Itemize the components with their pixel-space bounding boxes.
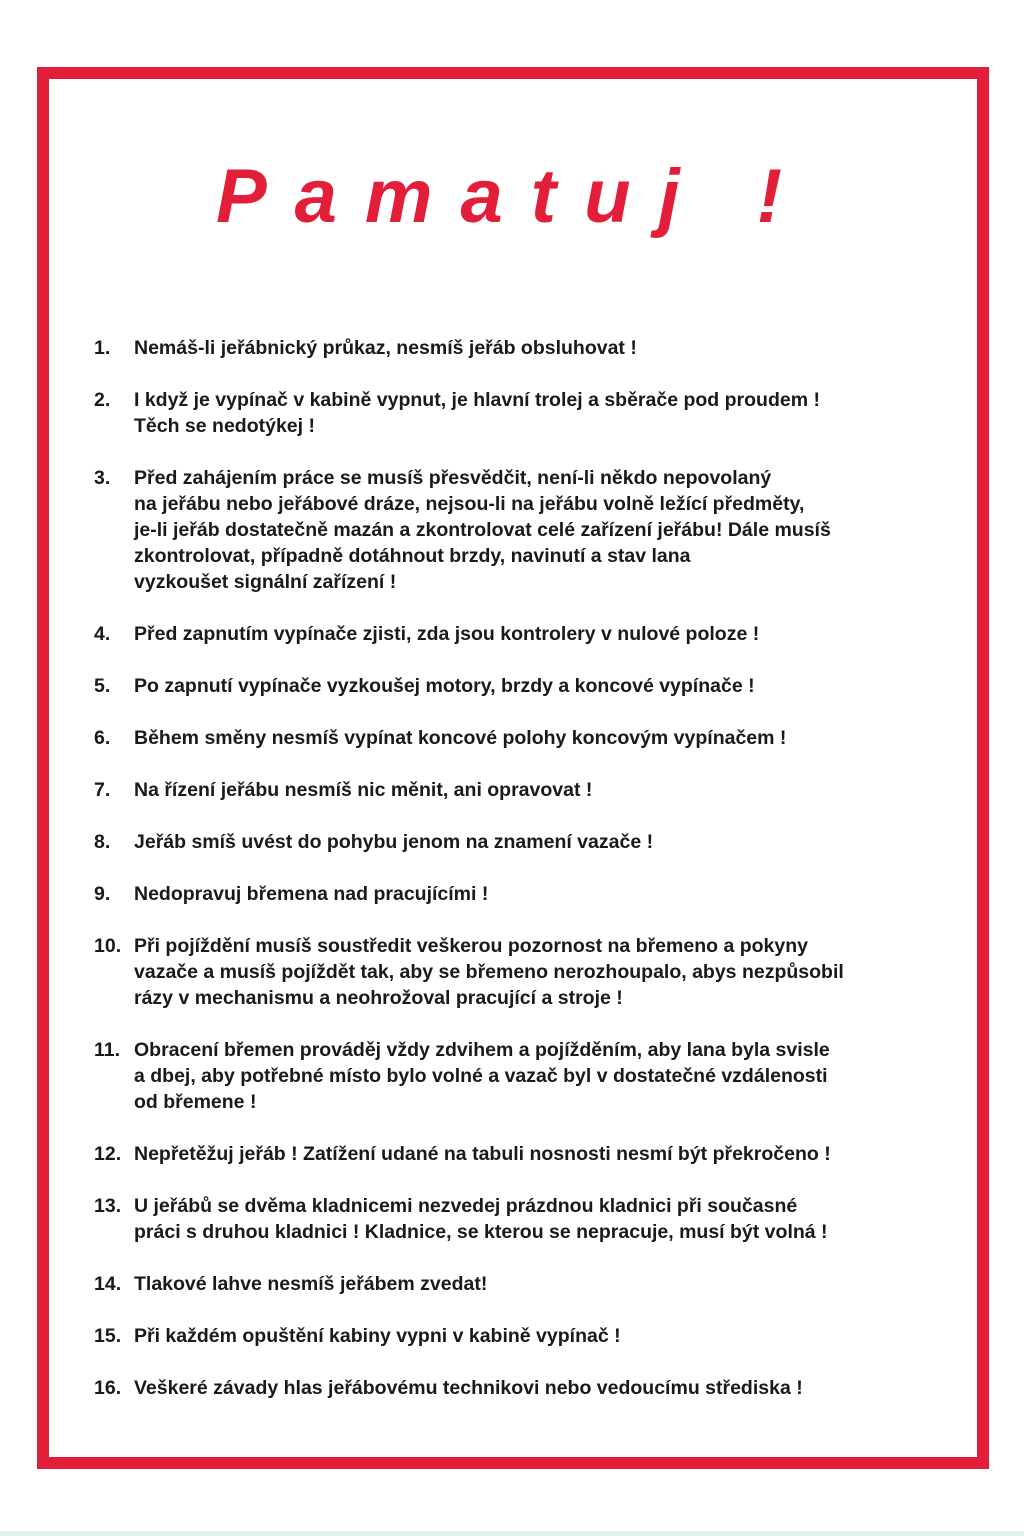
- rule-number: 16.: [94, 1377, 122, 1399]
- rule-item: [94, 387, 954, 439]
- rule-text: Jeřáb smíš uvést do pohybu jenom na znamení vazače !: [134, 831, 654, 853]
- rule-text: Před zapnutím vypínače zjisti, zda jsou kontrolery v nulové poloze !: [134, 623, 760, 645]
- rule-item: [94, 933, 954, 1011]
- rule-item: [94, 725, 954, 751]
- rule-text: Během směny nesmíš vypínat koncové polohy koncovým vypínačem !: [134, 727, 787, 749]
- rule-text: Po zapnutí vypínače vyzkoušej motory, brzdy a koncové vypínače !: [134, 675, 755, 697]
- rule-text: I když je vypínač v kabině vypnut, je hlavní trolej a sběrače pod proudem ! Těch se nedotýkej !: [134, 389, 820, 437]
- sign-title: Pamatuj !: [215, 154, 811, 239]
- rule-number: 13.: [94, 1195, 122, 1217]
- rule-text: Nedopravuj břemena nad pracujícími !: [134, 883, 489, 905]
- rule-item: [94, 1271, 954, 1297]
- rule-text: Před zahájením práce se musíš přesvědčit, není-li někdo nepovolaný na jeřábu nebo jeřábové dráze, nejsou-li na jeřábu volně ležící předměty, je-li jeřáb dostatečně mazán a zkontrolovat celé zařízení jeřábu! Dále musíš zkontrolovat, případně dotáhnout brzdy, navinutí a stav lana vyzkoušet signální zařízení !: [134, 467, 831, 593]
- rule-item: [94, 777, 954, 803]
- rule-text: Nepřetěžuj jeřáb ! Zatížení udané na tabuli nosnosti nesmí být překročeno !: [134, 1143, 831, 1165]
- rule-item: [94, 621, 954, 647]
- rule-item: [94, 673, 954, 699]
- rule-number: 1.: [94, 337, 111, 359]
- rule-text: Tlakové lahve nesmíš jeřábem zvedat!: [134, 1273, 488, 1295]
- rule-number: 11.: [94, 1039, 121, 1061]
- safety-sign: [37, 67, 989, 1469]
- rule-text: U jeřábů se dvěma kladnicemi nezvedej prázdnou kladnici při současné práci s druhou kladnici ! Kladnice, se kterou se nepracuje, musí být volná !: [134, 1195, 828, 1243]
- rule-item: [94, 335, 954, 361]
- rule-item: [94, 1141, 954, 1167]
- rule-number: 15.: [94, 1325, 122, 1347]
- bottom-edge-strip: [0, 1531, 1024, 1536]
- rule-text: Veškeré závady hlas jeřábovému technikovi nebo vedoucímu střediska !: [134, 1377, 803, 1399]
- rule-text: Nemáš-li jeřábnický průkaz, nesmíš jeřáb obsluhovat !: [134, 337, 637, 359]
- rule-number: 7.: [94, 779, 111, 801]
- rule-number: 5.: [94, 675, 111, 697]
- rule-item: [94, 1375, 954, 1401]
- rule-item: [94, 1323, 954, 1349]
- rule-item: [94, 465, 954, 595]
- rule-text: Na řízení jeřábu nesmíš nic měnit, ani opravovat !: [134, 779, 593, 801]
- rule-item: [94, 881, 954, 907]
- rule-number: 12.: [94, 1143, 122, 1165]
- rule-number: 8.: [94, 831, 111, 853]
- rule-number: 3.: [94, 467, 111, 489]
- rule-item: [94, 1037, 954, 1115]
- rule-item: [94, 829, 954, 855]
- rule-number: 9.: [94, 883, 111, 905]
- rule-number: 14.: [94, 1273, 122, 1295]
- rule-number: 4.: [94, 623, 111, 645]
- rule-text: Při pojíždění musíš soustředit veškerou pozornost na břemeno a pokyny vazače a musíš pojíždět tak, aby se břemeno nerozhoupalo, abys nezpůsobil rázy v mechanismu a neohrožoval pracující a stroje !: [134, 935, 844, 1009]
- rule-text: Při každém opuštění kabiny vypni v kabině vypínač !: [134, 1325, 621, 1347]
- rules-list: [94, 335, 954, 1427]
- rule-number: 10.: [94, 935, 122, 957]
- rule-number: 6.: [94, 727, 111, 749]
- rule-item: [94, 1193, 954, 1245]
- rule-number: 2.: [94, 389, 111, 411]
- rule-text: Obracení břemen prováděj vždy zdvihem a pojížděním, aby lana byla svisle a dbej, aby potřebné místo bylo volné a vazač byl v dostatečné vzdálenosti od břemene !: [134, 1039, 830, 1113]
